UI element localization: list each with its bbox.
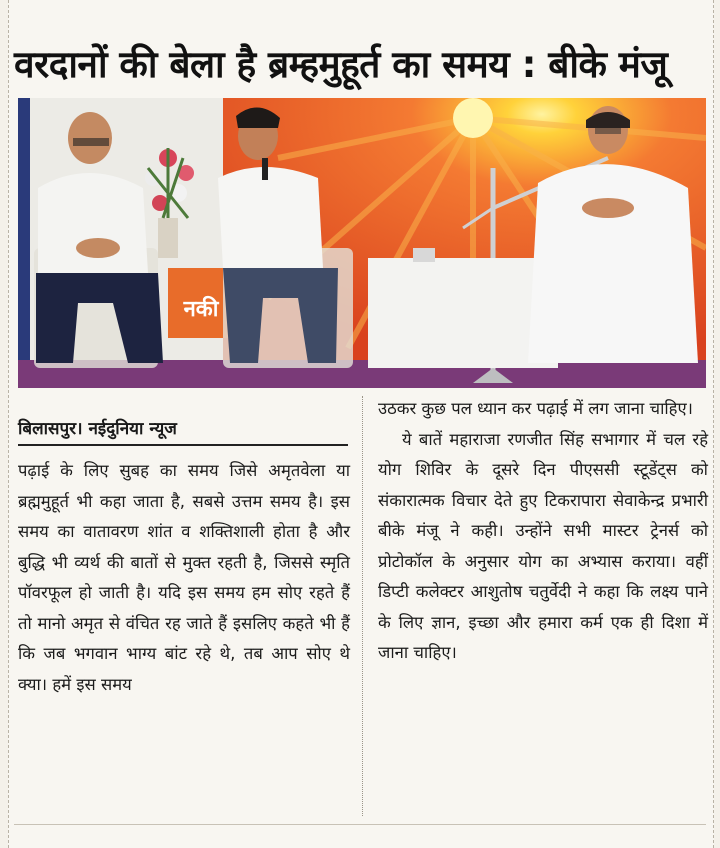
microphone-icon <box>262 158 268 180</box>
bottom-rule <box>14 824 706 825</box>
sun-icon <box>453 98 493 138</box>
banner-text: नकी <box>183 297 219 322</box>
article-column-left <box>18 456 350 700</box>
article-paragraph-right: ये बातें महाराजा रणजीत सिंह सभागार में चल रहे योग शिविर के दूसरे दिन पीएससी स्टूडेंट्स को संकारात्मक विचार देते हुए टिकरापारा सेवाकेन्द्र प्रभारी बीके मंजू ने कही। उन्होंने सभी मास्टर ट्रेनर्स को प्रोटोकॉल के अनुसार योग का अभ्यास कराया। वहीं डिप्टी कलेक्टर आशुतोष चतुर्वेदी ने कहा कि लक्ष्य पाने के लिए ज्ञान, इच्छा और हमारा कर्म एक ही दिशा में जाना चाहिए। <box>378 429 708 662</box>
article-column-right <box>378 394 708 669</box>
article-headline: वरदानों की बेला है ब्रम्हमुहूर्त का समय : बीके मंजू <box>14 43 668 86</box>
article-byline: बिलासपुर। नईदुनिया न्यूज <box>18 414 348 446</box>
article-photo <box>18 98 706 388</box>
column-divider <box>362 396 363 816</box>
article-paragraph-continuation: उठकर कुछ पल ध्यान कर पढ़ाई में लग जाना चाहिए। <box>378 399 693 418</box>
stage-photo-illustration <box>18 98 706 388</box>
article-paragraph-left: पढ़ाई के लिए सुबह का समय जिसे अमृतवेला या ब्रह्ममुहूर्त भी कहा जाता है, सबसे उत्तम समय है। इस समय का वातावरण शांत व शक्तिशाली होता है और बुद्धि भी व्यर्थ की बातों से मुक्त रहती है, जिससे स्मृति पॉवरफूल हो जाती है। यदि इस समय हम सोए रहते हैं तो मानो अमृत से वंचित रह जाते हैं इसलिए कहते भी हैं कि जब भगवान भाग्य बांट रहे थे, तब आप सोए थे क्या। हमें इस समय <box>18 461 350 694</box>
